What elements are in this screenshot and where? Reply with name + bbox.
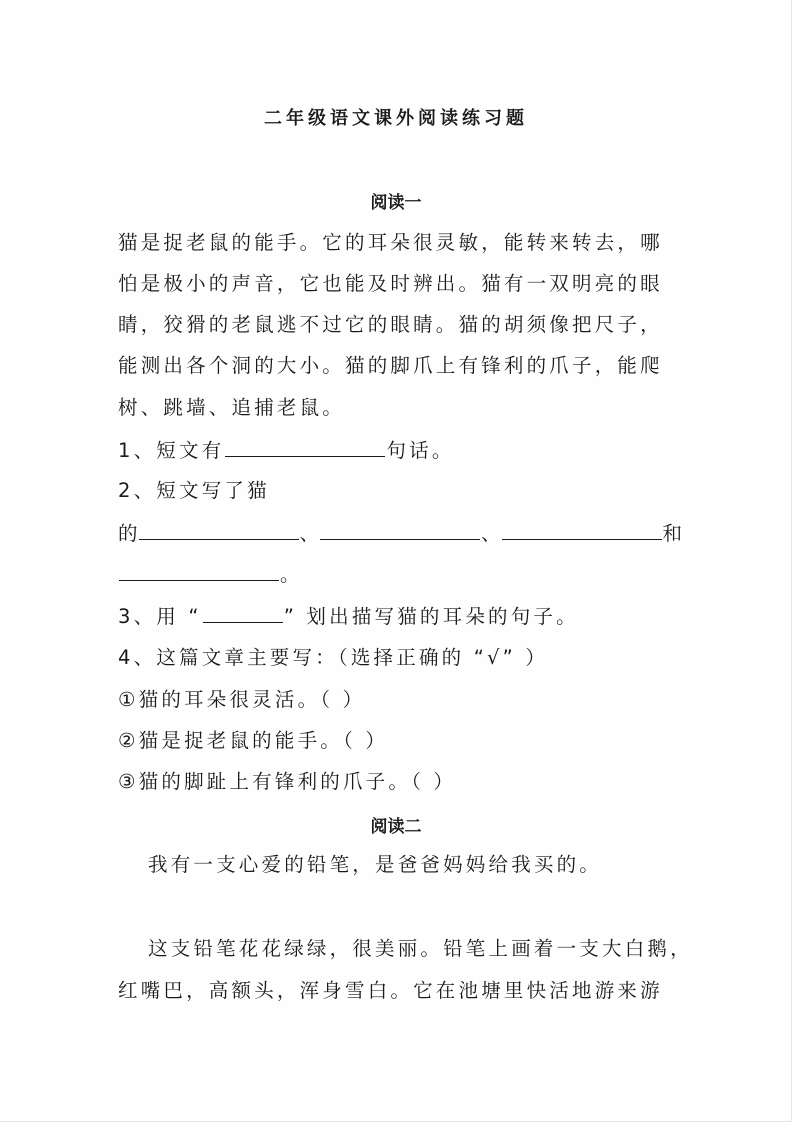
question-2-last-blank (118, 560, 303, 589)
reading2-paragraph-2-line: 红嘴巴，高额头，浑身雪白。它在池塘里快活地游来游 (118, 979, 663, 1002)
question-3 (118, 602, 579, 631)
passage-line: 猫是捉老鼠的能手。它的耳朵很灵敏，能转来转去，哪 (118, 231, 663, 254)
answer-blank[interactable] (139, 519, 299, 540)
question-1-suffix: 句话。 (386, 439, 455, 462)
passage-line: 睛，狡猾的老鼠逃不过它的眼睛。猫的胡须像把尺子， (118, 313, 663, 336)
separator: 、 (299, 522, 320, 545)
question-1-prefix: 1、短文有 (118, 439, 225, 462)
question-3-suffix: ” 划出描写猫的耳朵的句子。 (283, 605, 579, 628)
question-2-end: 。 (280, 563, 303, 586)
reading2-paragraph-2-line: 这支铅笔花花绿绿，很美丽。铅笔上画着一支大白鹅， (148, 937, 693, 960)
question-1 (118, 436, 455, 465)
answer-blank[interactable] (119, 560, 279, 581)
question-2-and: 和 (662, 522, 683, 545)
reading1-heading: 阅读一 (370, 193, 422, 213)
reading2-paragraph-1: 我有一支心爱的铅笔，是爸爸妈妈给我买的。 (148, 853, 603, 876)
question-3-prefix: 3、用 “ (118, 605, 202, 628)
option-1[interactable]: ①猫的耳朵很灵活。（ ） (118, 688, 366, 711)
answer-blank[interactable] (502, 519, 662, 540)
question-2-blanks (118, 519, 682, 548)
passage-line: 能测出各个洞的大小。猫的脚爪上有锋利的爪子，能爬 (118, 354, 663, 377)
answer-blank[interactable] (225, 436, 385, 457)
separator: 、 (481, 522, 501, 545)
answer-blank[interactable] (320, 519, 480, 540)
passage-line: 怕是极小的声音，它也能及时辨出。猫有一双明亮的眼 (118, 272, 663, 295)
passage-line: 树、跳墙、追捕老鼠。 (118, 396, 346, 419)
page-title: 二年级语文课外阅读练习题 (264, 108, 528, 129)
reading2-heading: 阅读二 (370, 817, 422, 837)
question-2: 2、短文写了猫 (118, 479, 270, 502)
underline-sample (203, 602, 283, 623)
option-3[interactable]: ③猫的脚趾上有锋利的爪子。（ ） (118, 770, 457, 793)
question-4: 4、这篇文章主要写：（选择正确的 “√” ） (118, 646, 549, 669)
question-2-prefix: 的 (118, 522, 138, 545)
option-2[interactable]: ②猫是捉老鼠的能手。（ ） (118, 729, 389, 752)
